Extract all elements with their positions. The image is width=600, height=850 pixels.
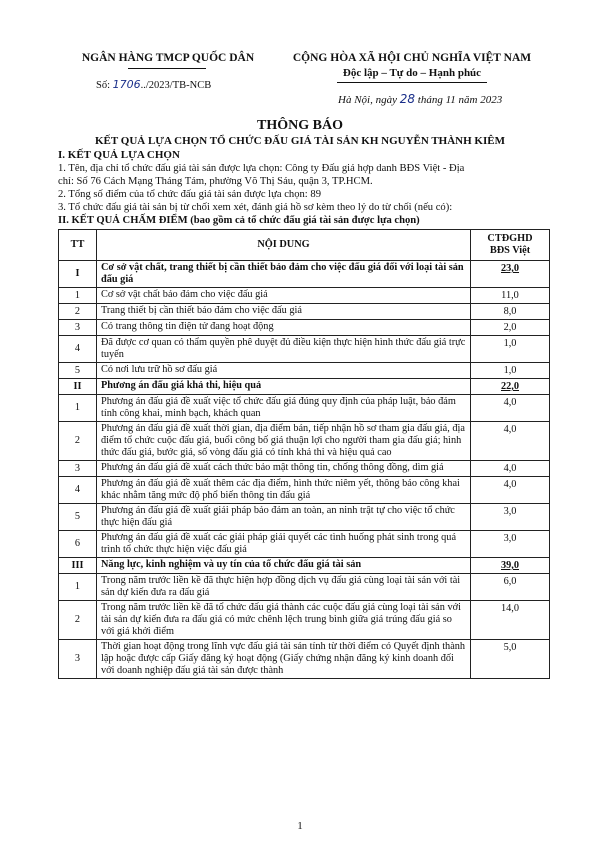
row-score: 8,0 <box>471 304 550 320</box>
row-number: 4 <box>59 336 97 363</box>
republic-title: CỘNG HÒA XÃ HỘI CHỦ NGHĨA VIỆT NAM <box>292 52 532 64</box>
table-row <box>59 336 550 363</box>
table-row <box>59 477 550 504</box>
table-row <box>59 531 550 558</box>
row-content: Phương án đấu giá đề xuất các giải pháp giải quyết các tình huống phát sinh trong quá trình tổ chức thực hiện việc đấu giá <box>97 531 471 558</box>
row-score: 23,0 <box>471 261 550 288</box>
row-score: 3,0 <box>471 531 550 558</box>
score-table <box>58 229 550 679</box>
row-content: Phương án đấu giá khả thi, hiệu quả <box>97 379 471 395</box>
table-row <box>59 574 550 601</box>
row-score: 1,0 <box>471 363 550 379</box>
header-content: NỘI DUNG <box>97 230 471 261</box>
section-1-line-3: 3. Tổ chức đấu giá tài sản bị từ chối xem xét, đánh giá hồ sơ kèm theo lý do từ chối (nếu có): <box>58 202 453 213</box>
table-section-row <box>59 379 550 395</box>
handwritten-number: 1706 <box>112 78 141 91</box>
row-number: 5 <box>59 504 97 531</box>
section-1-line-1a: 1. Tên, địa chỉ tổ chức đấu giá tài sản được lựa chọn: Công ty Đấu giá hợp danh BĐS Việt - Địa <box>58 163 465 174</box>
row-content: Có trang thông tin điện tử đang hoạt động <box>97 320 471 336</box>
header-score: CTĐGHD BĐS Việt <box>471 230 550 261</box>
table-row <box>59 288 550 304</box>
table-row <box>59 304 550 320</box>
row-score: 4,0 <box>471 477 550 504</box>
row-content: Đã được cơ quan có thẩm quyền phê duyệt đủ điều kiện thực hiện hình thức đấu giá trực tuyến <box>97 336 471 363</box>
table-section-row <box>59 558 550 574</box>
row-score: 11,0 <box>471 288 550 304</box>
table-row <box>59 504 550 531</box>
row-number: I <box>59 261 97 288</box>
page-number: 1 <box>297 820 303 832</box>
row-number: 5 <box>59 363 97 379</box>
table-row <box>59 395 550 422</box>
section-1-line-1b: chỉ: Số 76 Cách Mạng Tháng Tám, phường Võ Thị Sáu, quận 3, TP.HCM. <box>58 176 373 187</box>
row-content: Có nơi lưu trữ hồ sơ đấu giá <box>97 363 471 379</box>
row-number: 6 <box>59 531 97 558</box>
row-content: Phương án đấu giá đề xuất việc tổ chức đấu giá đúng quy định của pháp luật, bảo đảm tính công khai, minh bạch, khách quan <box>97 395 471 422</box>
row-number: 4 <box>59 477 97 504</box>
row-number: 1 <box>59 574 97 601</box>
row-content: Phương án đấu giá đề xuất thời gian, địa điểm bán, tiếp nhận hồ sơ tham gia đấu giá, địa điểm tổ chức cuộc đấu giá, buổi công bố giá thuận lợi cho người tham gia đấu giá; hình thức đấu giá, bước giá, số vòng đấu giá có tính khả thi và hiệu quả cao <box>97 422 471 461</box>
row-content: Trang thiết bị cần thiết bảo đảm cho việc đấu giá <box>97 304 471 320</box>
row-content: Trong năm trước liền kề đã tổ chức đấu giá thành các cuộc đấu giá cùng loại tài sản với tài sản dự kiến đưa ra đấu giá có mức chênh lệch trung bình giữa giá trúng đấu giá so với giá khởi điểm <box>97 601 471 640</box>
motto-underline <box>337 82 487 83</box>
row-number: III <box>59 558 97 574</box>
table-row <box>59 320 550 336</box>
row-content: Trong năm trước liền kề đã thực hiện hợp đồng dịch vụ đấu giá cùng loại tài sản với tài sản dự kiến đưa ra đấu giá <box>97 574 471 601</box>
section-1-line-2: 2. Tổng số điểm của tổ chức đấu giá tài sản được lựa chọn: 89 <box>58 189 321 200</box>
row-score: 2,0 <box>471 320 550 336</box>
table-row <box>59 640 550 679</box>
row-number: 2 <box>59 422 97 461</box>
row-score: 39,0 <box>471 558 550 574</box>
row-content: Thời gian hoạt động trong lĩnh vực đấu giá tài sản tính từ thời điểm có Quyết định thành lập hoặc được cấp Giấy đăng ký hoạt động (Giấy chứng nhận đăng ký kinh doanh đối với doanh nghiệp đấu giá tài sản được thành <box>97 640 471 679</box>
row-number: 1 <box>59 395 97 422</box>
handwritten-day: 28 <box>399 92 416 106</box>
row-number: 2 <box>59 304 97 320</box>
page-subtitle: KẾT QUẢ LỰA CHỌN TỔ CHỨC ĐẤU GIÁ TÀI SẢN KH NGUYỄN THÀNH KIÊM <box>94 135 505 147</box>
row-score: 1,0 <box>471 336 550 363</box>
row-score: 4,0 <box>471 422 550 461</box>
row-score: 4,0 <box>471 395 550 422</box>
section-2-heading: II. KẾT QUẢ CHẤM ĐIỂM (bao gồm cả tổ chức đấu giá tài sản được lựa chọn) <box>58 215 420 226</box>
section-1-heading: I. KẾT QUẢ LỰA CHỌN <box>58 149 180 161</box>
table-section-row <box>59 261 550 288</box>
date-line: Hà Nội, ngày 28 tháng 11 năm 2023 <box>338 92 503 106</box>
row-number: II <box>59 379 97 395</box>
row-content: Phương án đấu giá đề xuất thêm các địa điểm, hình thức niêm yết, thông báo công khai khác nhằm tăng mức độ phổ biến thông tin đấu giá <box>97 477 471 504</box>
motto: Độc lập – Tự do – Hạnh phúc <box>342 67 482 79</box>
table-row <box>59 422 550 461</box>
header-tt: TT <box>59 230 97 261</box>
row-score: 6,0 <box>471 574 550 601</box>
row-number: 3 <box>59 320 97 336</box>
row-number: 3 <box>59 461 97 477</box>
table-row <box>59 461 550 477</box>
row-number: 3 <box>59 640 97 679</box>
table-header-row <box>59 230 550 261</box>
table-row <box>59 601 550 640</box>
row-content: Cơ sở vật chất, trang thiết bị cần thiết bảo đảm cho việc đấu giá đối với loại tài sản đấu giá <box>97 261 471 288</box>
bank-name: NGÂN HÀNG TMCP QUỐC DÂN <box>81 52 255 64</box>
row-score: 4,0 <box>471 461 550 477</box>
row-score: 5,0 <box>471 640 550 679</box>
row-score: 22,0 <box>471 379 550 395</box>
row-number: 1 <box>59 288 97 304</box>
row-content: Phương án đấu giá đề xuất giải pháp bảo đảm an toàn, an ninh trật tự cho việc tổ chức thực hiện đấu giá <box>97 504 471 531</box>
row-number: 2 <box>59 601 97 640</box>
row-score: 14,0 <box>471 601 550 640</box>
bank-name-underline <box>128 68 206 69</box>
row-score: 3,0 <box>471 504 550 531</box>
row-content: Cơ sở vật chất bảo đảm cho việc đấu giá <box>97 288 471 304</box>
document-number: Số: 1706../2023/TB-NCB <box>96 78 212 91</box>
table-row <box>59 363 550 379</box>
page-title: THÔNG BÁO <box>257 118 343 133</box>
row-content: Năng lực, kinh nghiệm và uy tín của tổ chức đấu giá tài sản <box>97 558 471 574</box>
row-content: Phương án đấu giá đề xuất cách thức bảo mật thông tin, chống thông đồng, dìm giá <box>97 461 471 477</box>
